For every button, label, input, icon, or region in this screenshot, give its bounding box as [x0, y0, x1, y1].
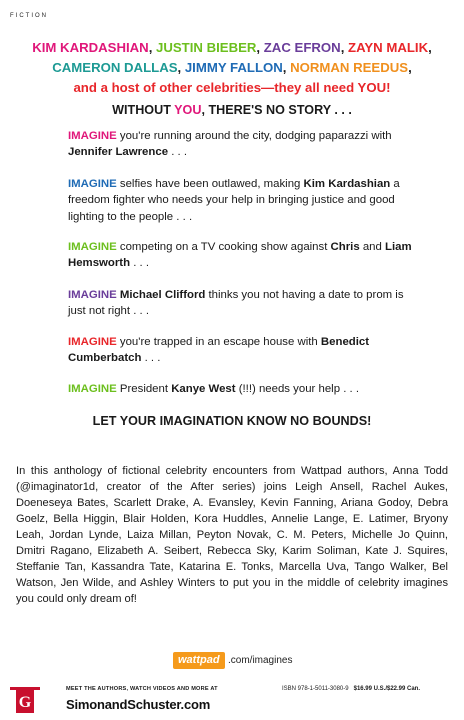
celebrity-line-2: CAMERON DALLAS, JIMMY FALLON, NORMAN REEDUS, — [52, 60, 412, 75]
without-you-heading: WITHOUT YOU, THERE'S NO STORY . . . — [112, 103, 352, 117]
celebrity-name: ZAC EFRON — [263, 40, 341, 55]
imagine-item-5: IMAGINE you're trapped in an escape house with Benedict Cumberbatch . . . — [68, 336, 370, 365]
website-link[interactable]: SimonandSchuster.com — [66, 697, 211, 712]
imagine-item-3: IMAGINE competing on a TV cooking show against Chris and Liam Hemsworth . . . — [68, 241, 412, 270]
meet-authors-text: MEET THE AUTHORS, WATCH VIDEOS AND MORE AT — [66, 686, 218, 692]
celebrity-name: ZAYN MALIK — [348, 40, 429, 55]
celebrity-line-3: and a host of other celebrities—they all need YOU! — [73, 80, 391, 95]
wattpad-url: .com/imagines — [228, 655, 293, 666]
celebrity-name: CAMERON DALLAS — [52, 60, 178, 75]
anthology-description: In this anthology of fictional celebrity encounters from Wattpad authors, Anna Todd (@imaginator1d, creator of the After series) joins Leigh Ansell, Rachel Aukes, Doeneseya Bates, Scarlett Drake, A. Evansley, Kevin Fanning, Ariana Godoy, Debra Goelz, Bella Higgin, Blair Holden, Kora Huddles, Annelie Lange, E. Latimer, Bryony Leah, Jordan Lynde, Laiza Millan, Peyton Novak, C. M. Peters, Michelle Jo Quinn, Dmitri Ragano, Elizabeth A. Seibert, Rebecca Sky, Karim Soliman, Kate J. Squires, Steffanie Tan, Kassandra Tate, Katarina E. Tonks, Marcella Uva, Tango Walker, Bel Watson, Jen Wilde, and Ashley Winters to put you in the middle of celebrity imagines you could only dream of! — [16, 465, 448, 606]
isbn-line: ISBN 978-1-5011-3080-9 $16.99 U.S./$22.99 Can. — [282, 686, 420, 692]
celebrity-name: JIMMY FALLON — [184, 60, 283, 75]
imagine-item-1: IMAGINE you're running around the city, dodging paparazzi with Jennifer Lawrence . . . — [68, 130, 392, 159]
genre-label: FICTION — [10, 13, 48, 19]
celebrity-list — [14, 38, 450, 98]
imagine-item-6: IMAGINE President Kanye West (!!!) needs your help . . . — [68, 383, 360, 395]
gallery-books-logo — [10, 687, 40, 713]
svg-text:G: G — [18, 694, 32, 711]
celebrity-name: JUSTIN BIEBER — [156, 40, 257, 55]
celebrity-name: KIM KARDASHIAN — [32, 40, 149, 55]
imagine-item-4: IMAGINE Michael Clifford thinks you not having a date to prom is just not right . . . — [68, 289, 404, 318]
imagination-heading: LET YOUR IMAGINATION KNOW NO BOUNDS! — [92, 414, 372, 428]
celebrity-name: NORMAN REEDUS — [290, 60, 409, 75]
celebrity-line-1: KIM KARDASHIAN, JUSTIN BIEBER, ZAC EFRON, ZAYN MALIK, — [32, 40, 432, 55]
imagine-item-2: IMAGINE selfies have been outlawed, making Kim Kardashian a freedom fighter who needs your help in bringing justice and good lighting to the people . . . — [68, 178, 400, 223]
wattpad-logo-text: wattpad — [178, 654, 220, 666]
